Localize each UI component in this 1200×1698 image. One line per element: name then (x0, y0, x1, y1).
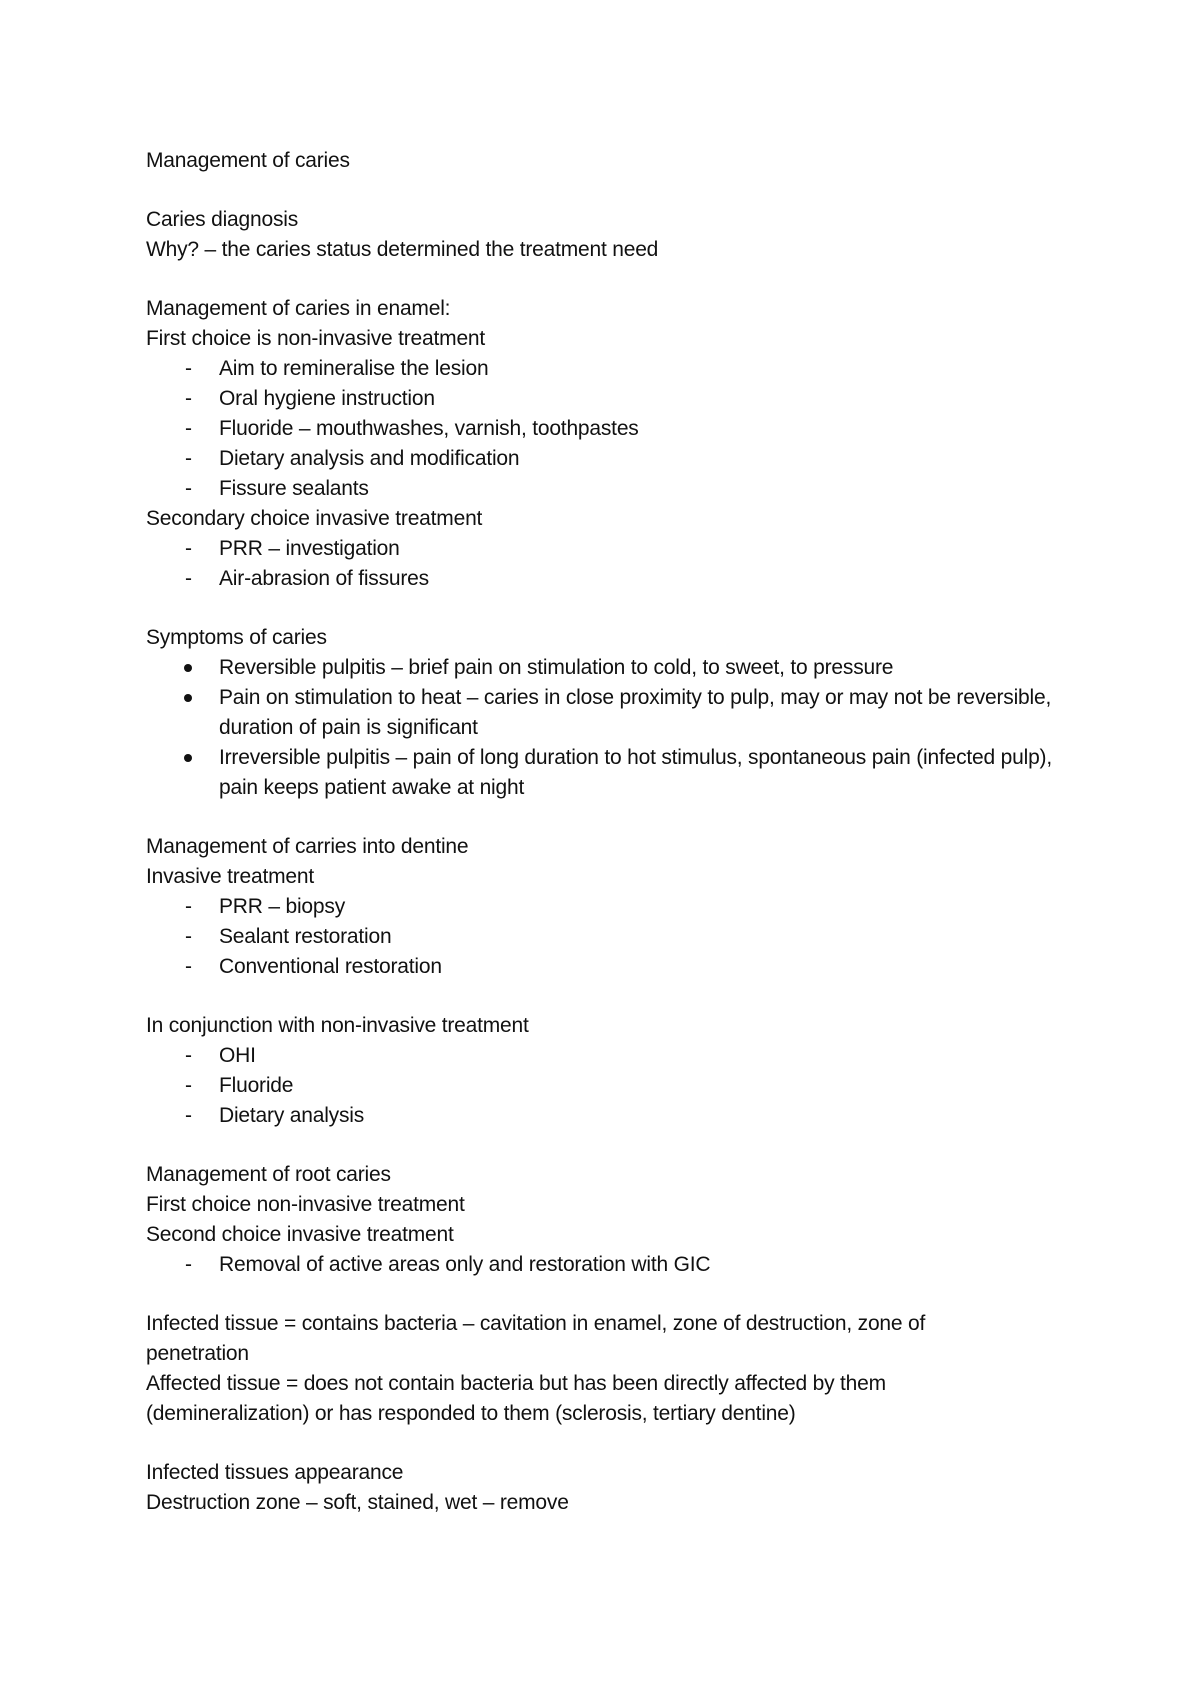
list-item-text: PRR – biopsy (219, 895, 345, 918)
spacer (146, 803, 1066, 832)
dash-marker: - (185, 447, 192, 470)
list-item (146, 534, 1066, 564)
appearance-heading: Infected tissues appearance (146, 1461, 404, 1484)
dash-marker: - (185, 567, 192, 590)
dash-marker: - (185, 925, 192, 948)
enamel-first-choice: First choice is non-invasive treatment (146, 327, 486, 350)
bullet-item (146, 743, 1066, 803)
bullet-item-text: Irreversible pulpitis – pain of long duration to hot stimulus, spontaneous pain (infected pulp), pain keeps patient awake at night (219, 746, 1052, 799)
list-item-text: Conventional restoration (219, 955, 442, 978)
infected-tissue-line: penetration (146, 1342, 249, 1365)
list-item-text: Dietary analysis (219, 1104, 365, 1127)
dash-marker: - (185, 955, 192, 978)
list-item (146, 564, 1066, 594)
list-item-text: Sealant restoration (219, 925, 392, 948)
bullet-dot-icon (184, 664, 192, 672)
dash-marker: - (185, 417, 192, 440)
spacer (146, 982, 1066, 1011)
list-item (146, 354, 1066, 384)
list-item (146, 952, 1066, 982)
affected-tissue-line: Affected tissue = does not contain bacteria but has been directly affected by them (146, 1372, 886, 1395)
list-item (146, 892, 1066, 922)
dash-marker: - (185, 1044, 192, 1067)
list-item (146, 474, 1066, 504)
diagnosis-why: Why? – the caries status determined the treatment need (146, 238, 659, 261)
bullet-item (146, 653, 1066, 683)
list-item-text: Oral hygiene instruction (219, 387, 435, 410)
list-item (146, 444, 1066, 474)
document-title: Management of caries (146, 149, 350, 172)
list-item (146, 1250, 1066, 1280)
dash-marker: - (185, 1074, 192, 1097)
list-item-text: Dietary analysis and modification (219, 447, 520, 470)
spacer (146, 1429, 1066, 1458)
dentine-heading: Management of carries into dentine (146, 835, 469, 858)
root-heading: Management of root caries (146, 1163, 391, 1186)
list-item (146, 414, 1066, 444)
list-item (146, 384, 1066, 414)
bullet-item-text: Pain on stimulation to heat – caries in close proximity to pulp, may or may not be reversible, duration of pain is significant (219, 686, 1052, 739)
diagnosis-heading: Caries diagnosis (146, 208, 299, 231)
list-item-text: PRR – investigation (219, 537, 400, 560)
symptoms-heading: Symptoms of caries (146, 626, 327, 649)
infected-tissue-line: Infected tissue = contains bacteria – cavitation in enamel, zone of destruction, zone of (146, 1312, 926, 1335)
spacer (146, 176, 1066, 205)
document-body (146, 146, 1066, 1518)
dash-marker: - (185, 387, 192, 410)
list-item-text: Removal of active areas only and restoration with GIC (219, 1253, 711, 1276)
list-item-text: Air-abrasion of fissures (219, 567, 429, 590)
dash-marker: - (185, 477, 192, 500)
list-item (146, 1041, 1066, 1071)
dash-marker: - (185, 1104, 192, 1127)
spacer (146, 265, 1066, 294)
bullet-dot-icon (184, 754, 192, 762)
dash-marker: - (185, 357, 192, 380)
list-item-text: Fluoride (219, 1074, 294, 1097)
list-item-text: Fissure sealants (219, 477, 369, 500)
list-item-text: Fluoride – mouthwashes, varnish, toothpastes (219, 417, 639, 440)
spacer (146, 1280, 1066, 1309)
list-item-text: Aim to remineralise the lesion (219, 357, 489, 380)
enamel-heading: Management of caries in enamel: (146, 297, 451, 320)
dash-marker: - (185, 537, 192, 560)
spacer (146, 1131, 1066, 1160)
conjunction-heading: In conjunction with non-invasive treatment (146, 1014, 529, 1037)
spacer (146, 594, 1066, 623)
dentine-subheading: Invasive treatment (146, 865, 314, 888)
bullet-dot-icon (184, 694, 192, 702)
dash-marker: - (185, 1253, 192, 1276)
enamel-secondary-choice: Secondary choice invasive treatment (146, 507, 483, 530)
list-item (146, 922, 1066, 952)
root-second-choice: Second choice invasive treatment (146, 1223, 454, 1246)
dash-marker: - (185, 895, 192, 918)
bullet-item-text: Reversible pulpitis – brief pain on stimulation to cold, to sweet, to pressure (219, 656, 894, 679)
destruction-zone-line: Destruction zone – soft, stained, wet – remove (146, 1491, 569, 1514)
bullet-item (146, 683, 1066, 743)
list-item-text: OHI (219, 1044, 256, 1067)
affected-tissue-line: (demineralization) or has responded to them (sclerosis, tertiary dentine) (146, 1402, 796, 1425)
list-item (146, 1071, 1066, 1101)
root-first-choice: First choice non-invasive treatment (146, 1193, 465, 1216)
list-item (146, 1101, 1066, 1131)
